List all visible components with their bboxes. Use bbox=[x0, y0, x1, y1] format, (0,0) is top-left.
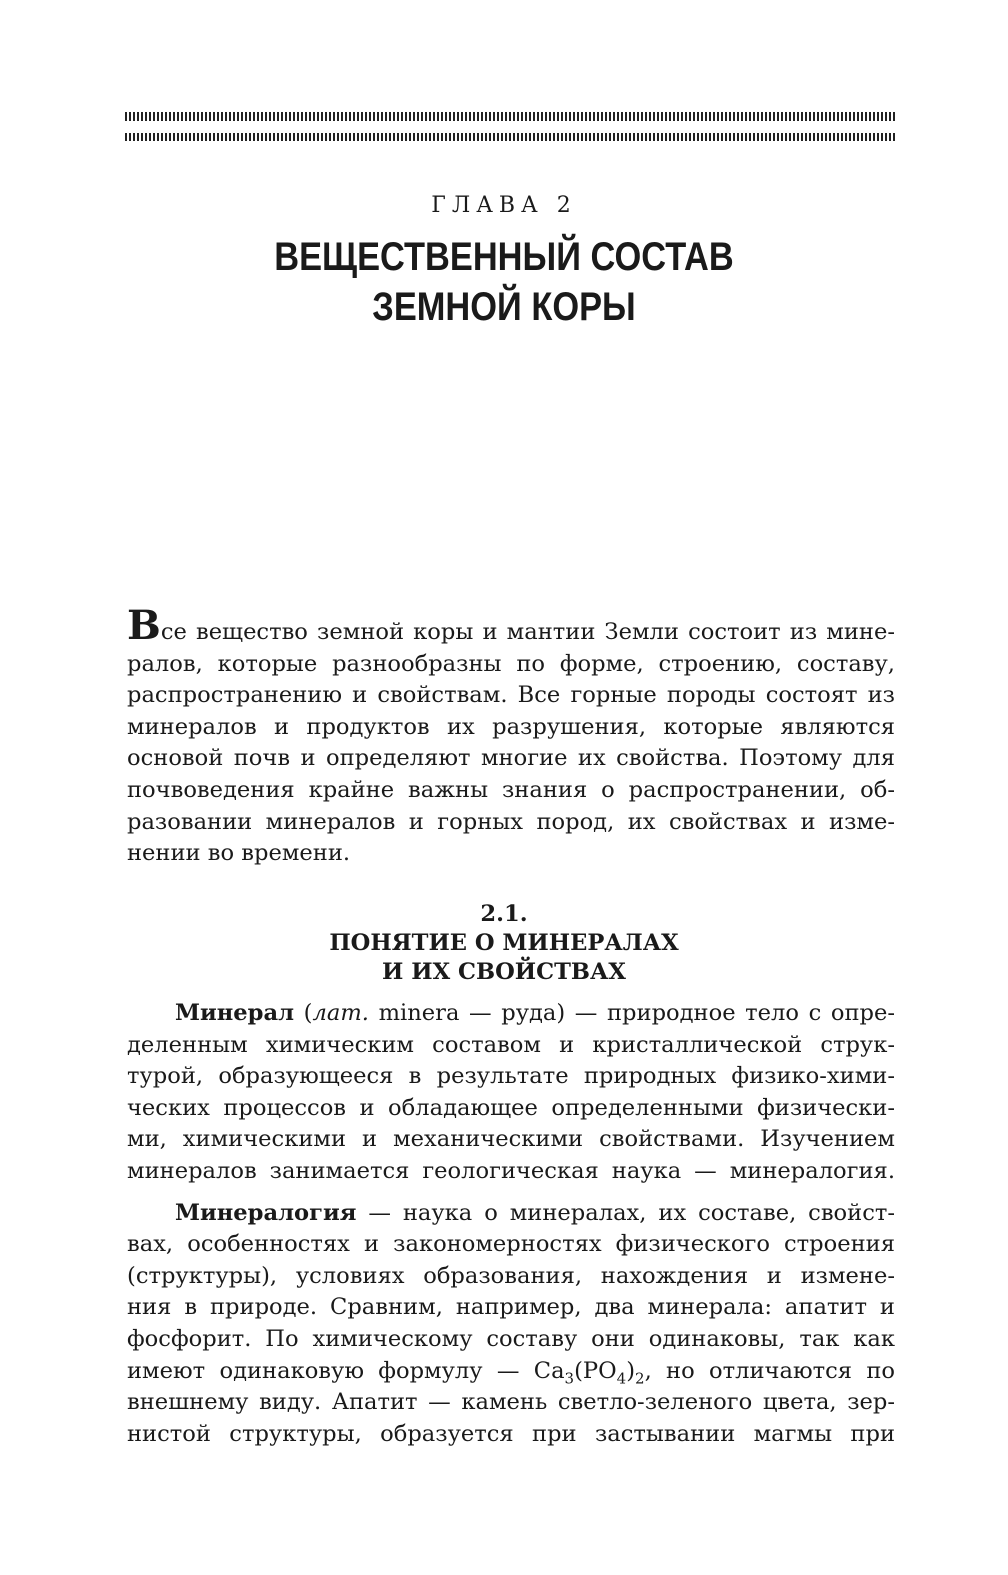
para2-line: ния в природе. Сравним, например, два минерала: апатит и bbox=[127, 1294, 895, 1321]
intro-line: разовании минералов и горных пород, их свойствах и изме- bbox=[127, 808, 895, 835]
para2-line: нистой структуры, образуется при застывании магмы при bbox=[127, 1420, 895, 1447]
para1-line: деленным химическим составом и кристаллической струк- bbox=[127, 1031, 895, 1058]
para1-line: Минерал (лат. minera — руда) — природное тело с опре- bbox=[175, 1000, 896, 1026]
top-ornament-rule bbox=[125, 112, 895, 121]
para1-line: минералов занимается геологическая наука — минералогия. bbox=[127, 1157, 895, 1184]
para1-line: ми, химическими и механическими свойствами. Изучением bbox=[127, 1126, 895, 1153]
abbr-latin: лат. bbox=[312, 1000, 369, 1026]
para2-line: Минералогия — наука о минералах, их составе, свойст- bbox=[175, 1199, 895, 1226]
intro-line: распространению и свойствам. Все горные породы состоят из bbox=[127, 682, 895, 709]
dropcap: В bbox=[127, 602, 161, 649]
para2-line: внешнему виду. Апатит — камень светло-зеленого цвета, зер- bbox=[127, 1389, 895, 1416]
chapter-title-line: ВЕЩЕСТВЕННЫЙ СОСТАВ bbox=[274, 235, 734, 279]
para1-line: турой, образующееся в результате природных физико-хими- bbox=[127, 1063, 895, 1090]
intro-line: Все вещество земной коры и мантии Земли состоит из мине- bbox=[127, 602, 895, 649]
para2-line: вах, особенностях и закономерностях физического строения bbox=[127, 1231, 895, 1258]
term-mineral: Минерал bbox=[175, 1000, 295, 1026]
chapter-label: ГЛАВА 2 bbox=[431, 193, 577, 218]
intro-line: почвоведения крайне важны знания о распространении, об- bbox=[127, 776, 895, 803]
body-text bbox=[127, 998, 895, 1450]
intro-line: ралов, которые разнообразны по форме, строению, составу, bbox=[127, 650, 895, 677]
para2-line: фосфорит. По химическому составу они одинаковы, так как bbox=[127, 1325, 895, 1352]
chapter-title bbox=[71, 232, 938, 332]
intro-paragraph bbox=[127, 602, 895, 870]
section-number: 2.1. bbox=[480, 901, 528, 927]
formula-line: имеют одинаковую формулу — $Ca_3(PO_4)_2$, но отличаются по bbox=[127, 1357, 895, 1388]
chapter-title-line: ЗЕМНОЙ КОРЫ bbox=[372, 285, 636, 329]
para1-line: ческих процессов и обладающее определенными физически- bbox=[127, 1094, 895, 1121]
section-title-line: И ИХ СВОЙСТВАХ bbox=[382, 959, 626, 985]
intro-line: нении во времени. bbox=[127, 840, 351, 867]
term-mineralogy: Минералогия bbox=[175, 1199, 357, 1226]
intro-line: минералов и продуктов их разрушения, которые являются bbox=[127, 713, 895, 740]
section-title-line: ПОНЯТИЕ О МИНЕРАЛАХ bbox=[329, 930, 679, 956]
para2-line: (структуры), условиях образования, нахождения и измене- bbox=[127, 1262, 895, 1289]
intro-line: основой почв и определяют многие их свойства. Поэтому для bbox=[127, 745, 895, 772]
section-heading bbox=[0, 900, 1008, 987]
top-ornament-rule-2 bbox=[125, 133, 895, 141]
